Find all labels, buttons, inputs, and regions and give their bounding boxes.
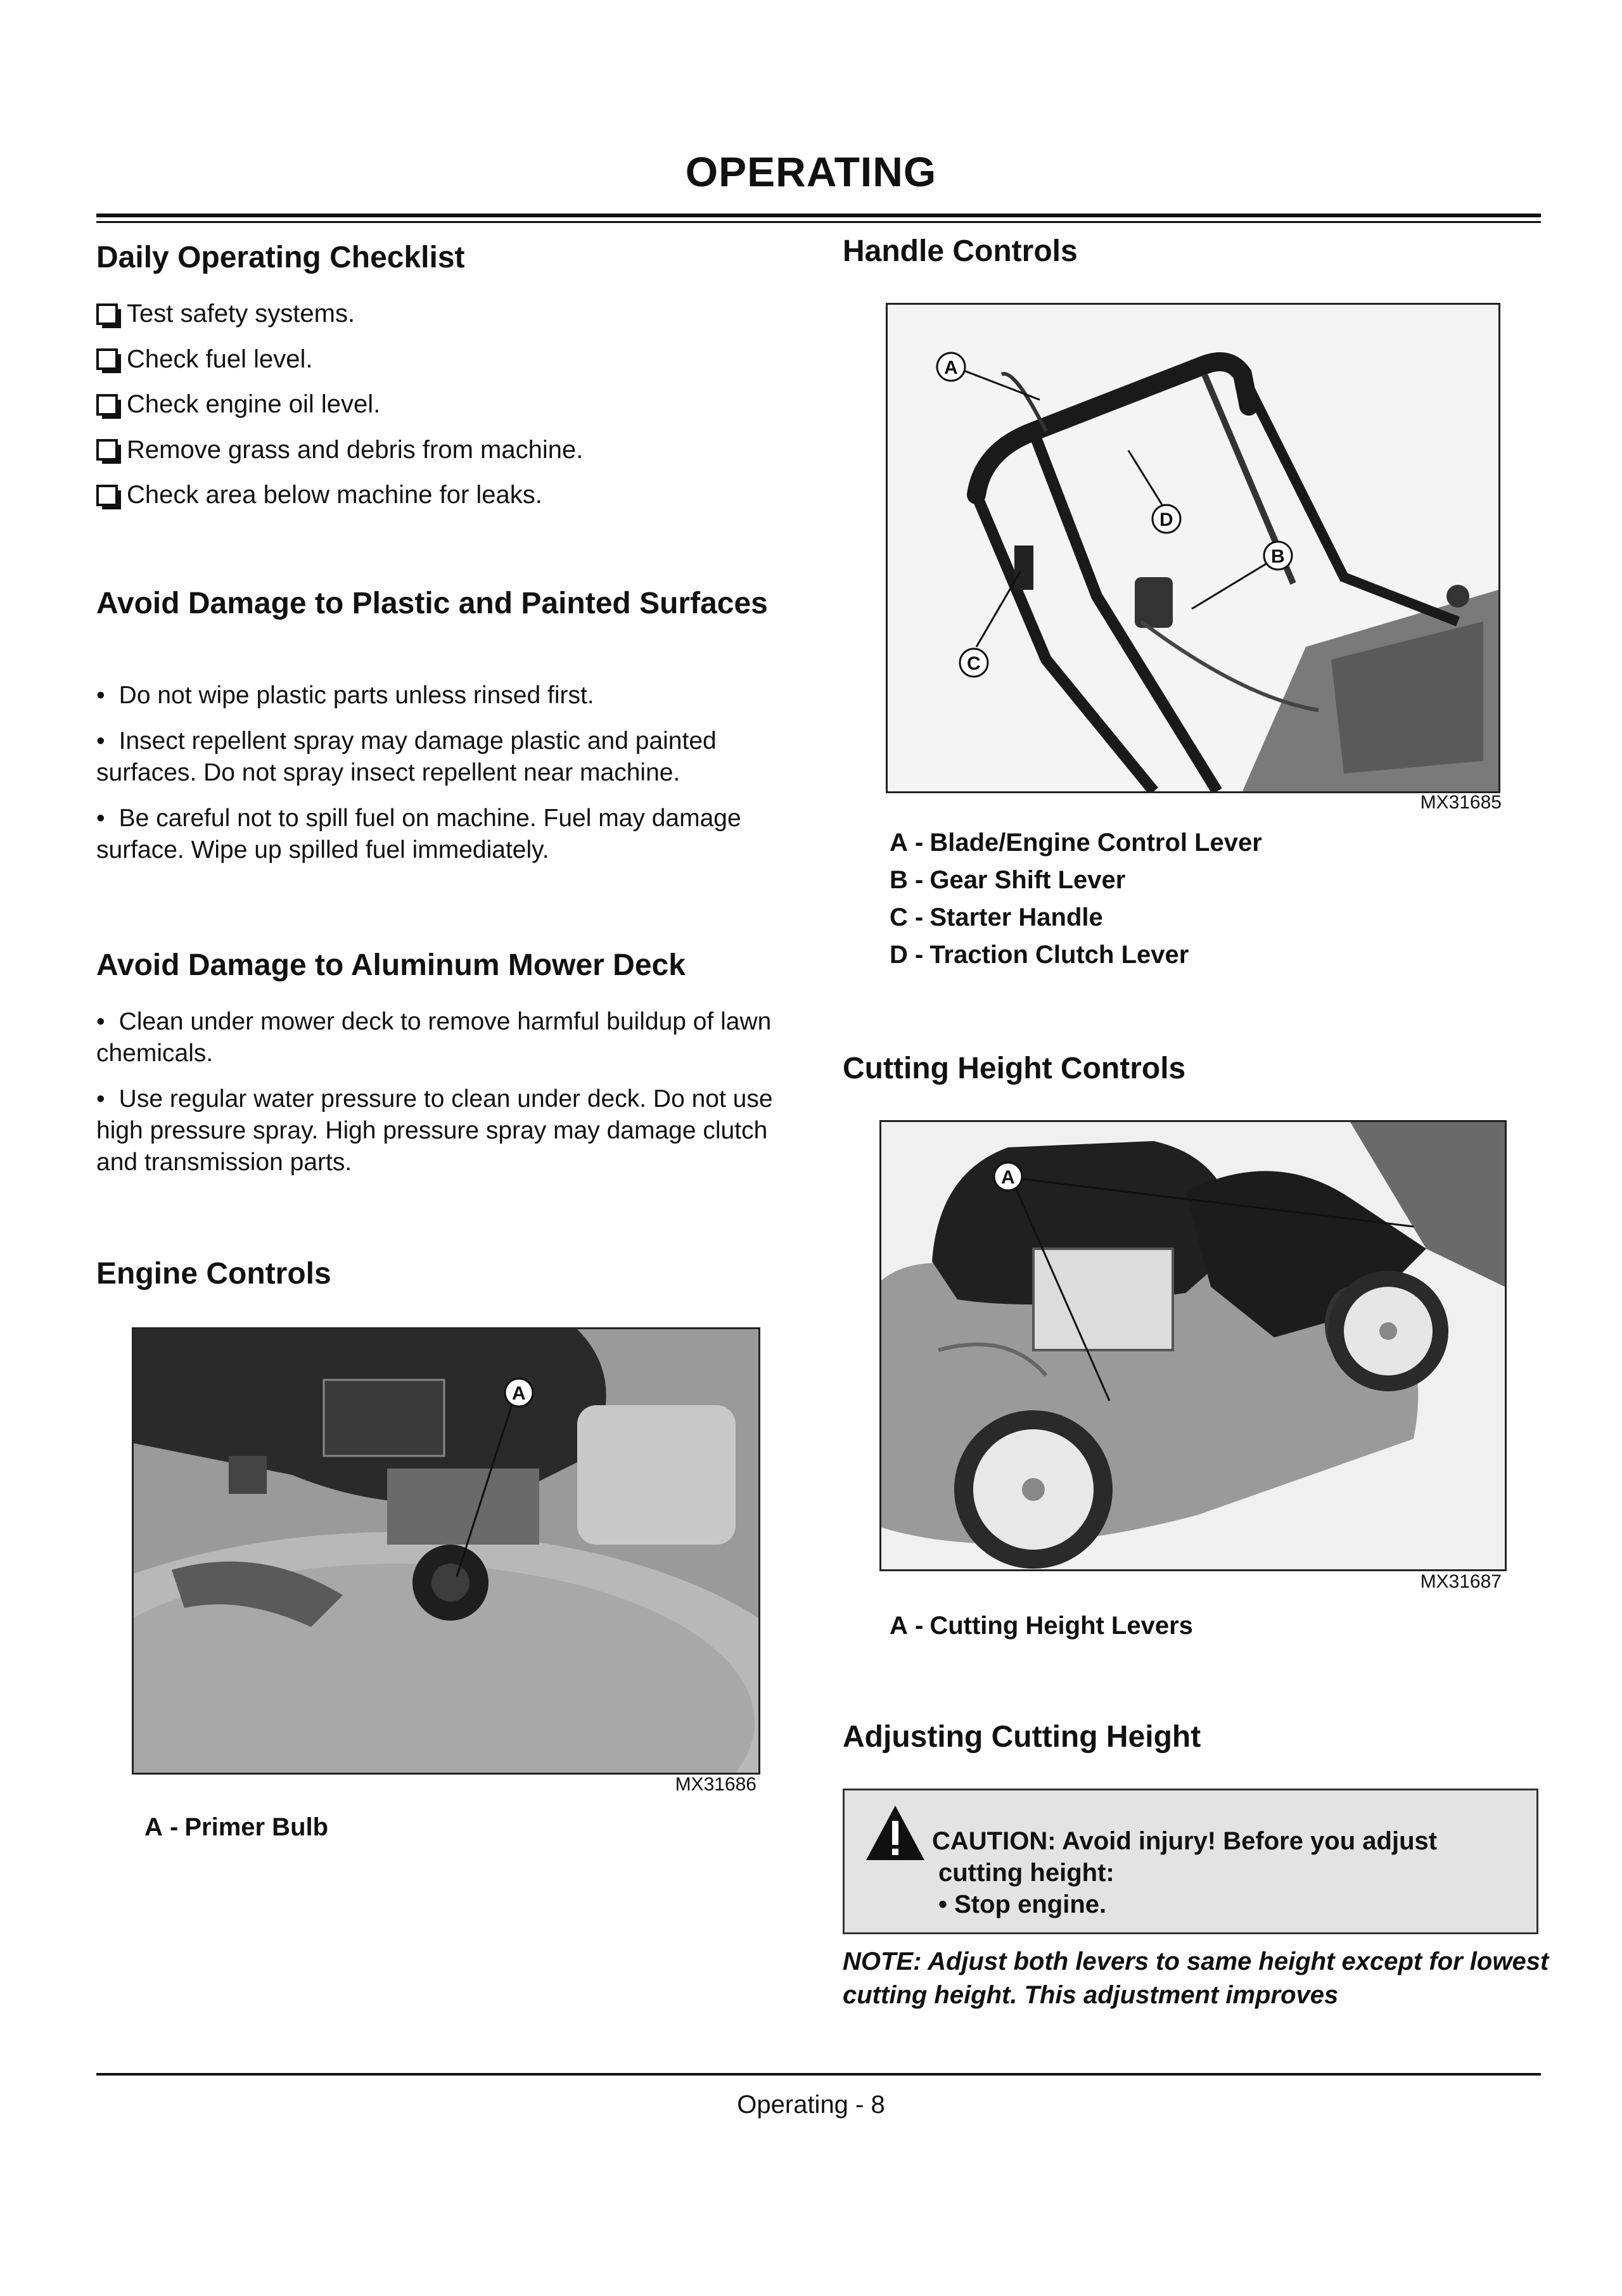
header-rule bbox=[96, 214, 1541, 217]
daily-checklist-heading: Daily Operating Checklist bbox=[96, 241, 465, 274]
legend-item: D - Traction Clutch Lever bbox=[890, 941, 1189, 969]
header-rule-thin bbox=[96, 221, 1541, 223]
checklist-item: Check engine oil level. bbox=[96, 382, 793, 428]
callout-a bbox=[937, 353, 965, 381]
page-footer: Operating - 8 bbox=[737, 2091, 885, 2119]
aluminum-deck-heading: Avoid Damage to Aluminum Mower Deck bbox=[96, 948, 686, 982]
daily-checklist bbox=[96, 291, 793, 518]
checkbox-icon bbox=[96, 394, 118, 416]
callout-a bbox=[994, 1163, 1022, 1190]
aluminum-deck-list bbox=[96, 1006, 793, 1192]
svg-text:A: A bbox=[1001, 1167, 1015, 1188]
legend-item: A - Blade/Engine Control Lever bbox=[890, 829, 1262, 857]
handle-controls-legend bbox=[890, 824, 1262, 974]
checklist-item: Test safety systems. bbox=[96, 291, 793, 337]
cutting-height-controls-photo bbox=[879, 1120, 1507, 1571]
figure-code: MX31686 bbox=[675, 1774, 757, 1795]
list-item: • Clean under mower deck to remove harmful buildup of lawn chemicals. bbox=[96, 1008, 772, 1067]
caution-text: CAUTION: Avoid injury! Before you adjust cutting height: • Stop engine. bbox=[932, 1827, 1438, 1918]
checkbox-icon bbox=[96, 439, 118, 461]
legend-item: A - Cutting Height Levers bbox=[890, 1612, 1193, 1640]
list-item: • Be careful not to spill fuel on machine. Fuel may damage surface. Wipe up spilled fuel immediately. bbox=[96, 805, 741, 864]
list-item: • Do not wipe plastic parts unless rinsed first. bbox=[96, 682, 594, 709]
warning-triangle-icon bbox=[864, 1803, 927, 1863]
svg-text:B: B bbox=[1271, 546, 1285, 567]
engine-controls-legend bbox=[144, 1809, 328, 1846]
callout-a bbox=[505, 1379, 533, 1406]
callout-c bbox=[960, 649, 988, 677]
checklist-item: Check fuel level. bbox=[96, 337, 793, 383]
callout-b bbox=[1264, 542, 1292, 570]
handle-controls-photo bbox=[886, 303, 1500, 793]
cutting-height-controls-heading: Cutting Height Controls bbox=[843, 1052, 1186, 1085]
svg-text:C: C bbox=[967, 653, 981, 674]
figure-code: MX31687 bbox=[1420, 1571, 1502, 1592]
svg-text:A: A bbox=[944, 357, 958, 378]
adjusting-height-heading: Adjusting Cutting Height bbox=[843, 1720, 1201, 1754]
checklist-item: Remove grass and debris from machine. bbox=[96, 428, 793, 473]
checklist-item: Check area below machine for leaks. bbox=[96, 473, 793, 518]
plastic-painted-heading: Avoid Damage to Plastic and Painted Surfaces bbox=[96, 587, 768, 620]
legend-item: B - Gear Shift Lever bbox=[890, 866, 1126, 894]
handle-controls-heading: Handle Controls bbox=[843, 234, 1078, 268]
figure-code: MX31685 bbox=[1420, 792, 1502, 813]
page-title: OPERATING bbox=[685, 148, 937, 195]
footer-rule bbox=[96, 2073, 1541, 2076]
caution-box bbox=[843, 1789, 1538, 1934]
checkbox-icon bbox=[96, 348, 118, 370]
callout-d bbox=[1153, 505, 1180, 533]
note-text: NOTE: Adjust both levers to same height except for lowest cutting height. This adjustment improves bbox=[843, 1948, 1549, 2009]
plastic-painted-list bbox=[96, 680, 793, 880]
list-item: • Insect repellent spray may damage plastic and painted surfaces. Do not spray insect repellent near machine. bbox=[96, 727, 717, 786]
engine-controls-heading: Engine Controls bbox=[96, 1257, 331, 1291]
list-item: • Use regular water pressure to clean under deck. Do not use high pressure spray. High pressure spray may damage clutch and transmission parts. bbox=[96, 1085, 773, 1176]
svg-text:A: A bbox=[512, 1383, 526, 1404]
cutting-height-legend bbox=[890, 1607, 1193, 1645]
svg-text:D: D bbox=[1159, 509, 1173, 530]
checkbox-icon bbox=[96, 303, 118, 325]
legend-item: C - Starter Handle bbox=[890, 903, 1103, 931]
legend-item: A - Primer Bulb bbox=[144, 1813, 329, 1841]
engine-controls-photo bbox=[132, 1327, 760, 1775]
checkbox-icon bbox=[96, 485, 118, 506]
